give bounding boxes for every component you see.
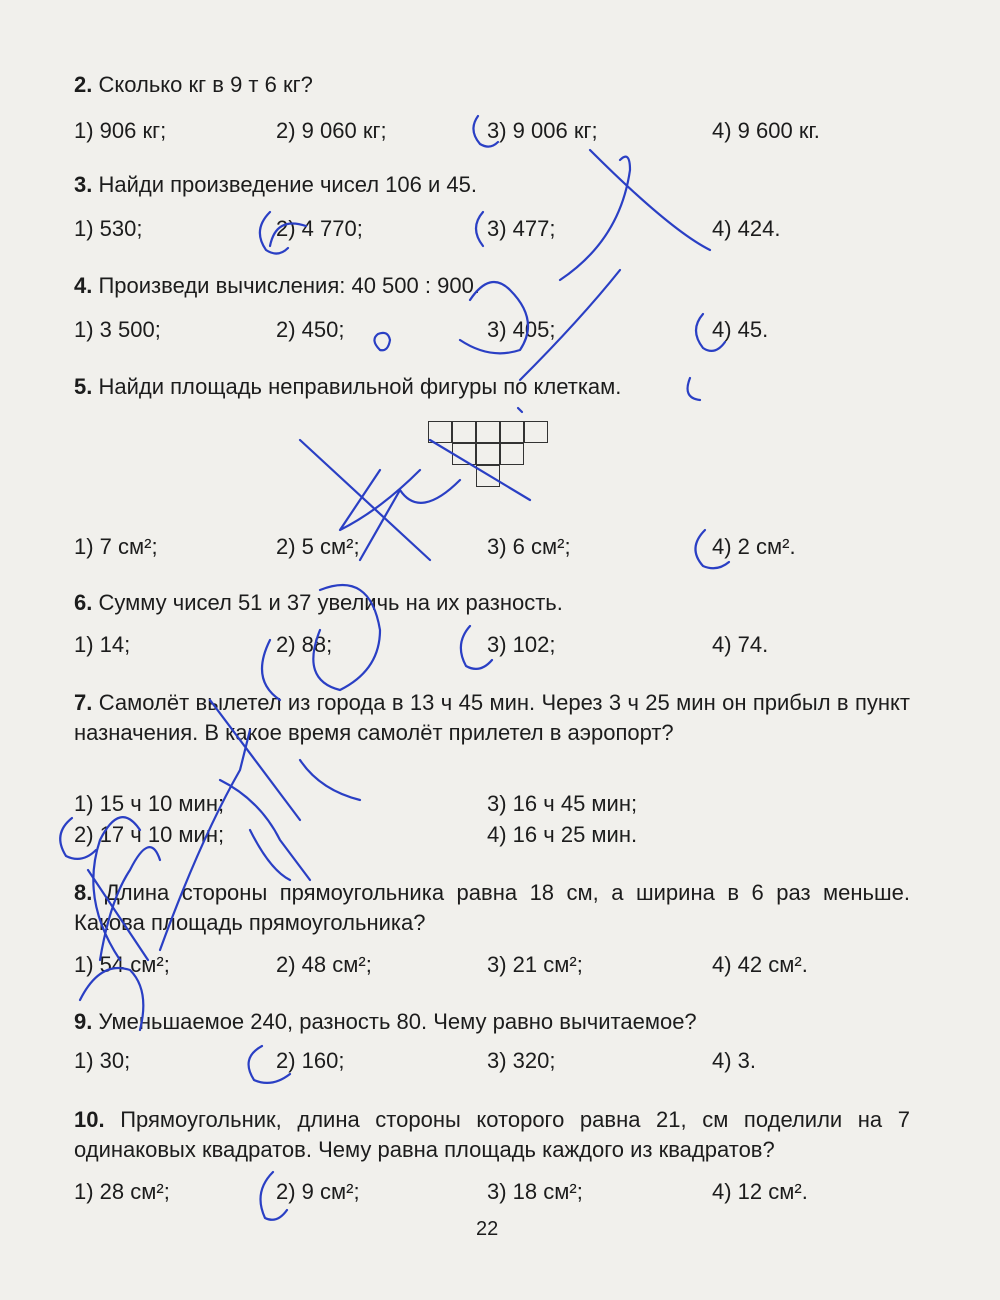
question-text: Самолёт вылетел из города в 13 ч 45 мин. Через 3 ч 25 мин он прибыл в пункт назначения. В какое время самолёт прилетел в аэропорт?: [74, 690, 910, 745]
handwriting-stroke: [518, 408, 522, 412]
q4-option-2[interactable]: 2) 450;: [276, 317, 345, 342]
handwriting-stroke: [374, 333, 390, 350]
question-8: [74, 878, 910, 938]
handwriting-stroke: [300, 760, 360, 800]
question-text: Найди произведение чисел 106 и 45.: [98, 172, 477, 197]
question-number: 8.: [74, 880, 93, 905]
q2-option-1[interactable]: 1) 906 кг;: [74, 118, 167, 143]
q9-option-4[interactable]: 4) 3.: [712, 1048, 757, 1073]
q9-option-2[interactable]: 2) 160;: [276, 1048, 345, 1073]
q3-option-1[interactable]: 1) 530;: [74, 216, 143, 241]
q8-option-2[interactable]: 2) 48 см²;: [276, 952, 372, 977]
handwriting-stroke: [360, 480, 460, 560]
q9-option-3[interactable]: 3) 320;: [487, 1048, 556, 1073]
handwriting-stroke: [250, 830, 290, 880]
question-7: [74, 688, 910, 748]
q6-option-2[interactable]: 2) 88;: [276, 632, 333, 657]
question-number: 5.: [74, 374, 93, 399]
handwriting-stroke: [220, 780, 310, 880]
answer-circle: [688, 378, 700, 400]
question-3: [74, 170, 477, 200]
answer-circle: [476, 212, 483, 246]
q3-option-4[interactable]: 4) 424.: [712, 216, 781, 241]
q3-option-2[interactable]: 2) 4 770;: [276, 216, 363, 241]
question-2: [74, 70, 313, 100]
q5-option-3[interactable]: 3) 6 см²;: [487, 534, 571, 559]
question-number: 6.: [74, 590, 93, 615]
grid-cell: [476, 421, 500, 443]
question-number: 9.: [74, 1009, 93, 1034]
question-5: [74, 372, 621, 402]
question-text: Сколько кг в 9 т 6 кг?: [98, 72, 313, 97]
question-6: [74, 588, 563, 618]
handwriting-stroke: [340, 470, 420, 530]
question-text: Прямоугольник, длина стороны которого равна 21, см поделили на 7 одинаковых квадратов. Чему равна площадь каждого из квадратов?: [74, 1107, 910, 1162]
q2-option-2[interactable]: 2) 9 060 кг;: [276, 118, 387, 143]
q9-option-1[interactable]: 1) 30;: [74, 1048, 131, 1073]
q8-option-4[interactable]: 4) 42 см².: [712, 952, 808, 977]
q8-option-1[interactable]: 1) 54 см²;: [74, 952, 170, 977]
q10-option-1[interactable]: 1) 28 см²;: [74, 1179, 170, 1204]
q5-option-2[interactable]: 2) 5 см²;: [276, 534, 360, 559]
q10-option-3[interactable]: 3) 18 см²;: [487, 1179, 583, 1204]
question-text: Длина стороны прямоугольника равна 18 см, а ширина в 6 раз меньше. Какова площадь прямоугольника?: [74, 880, 910, 935]
q6-option-3[interactable]: 3) 102;: [487, 632, 556, 657]
grid-cell: [476, 465, 500, 487]
q7-option-1[interactable]: 1) 15 ч 10 мин;: [74, 791, 225, 816]
q3-option-3[interactable]: 3) 477;: [487, 216, 556, 241]
q10-option-2[interactable]: 2) 9 см²;: [276, 1179, 360, 1204]
question-number: 10.: [74, 1107, 105, 1132]
q2-option-4[interactable]: 4) 9 600 кг.: [712, 118, 820, 143]
question-number: 7.: [74, 690, 93, 715]
q7-option-2[interactable]: 2) 17 ч 10 мин;: [74, 822, 225, 847]
question-number: 3.: [74, 172, 93, 197]
grid-cell: [524, 421, 548, 443]
grid-cell: [452, 443, 476, 465]
q5-option-4[interactable]: 4) 2 см².: [712, 534, 796, 559]
handwriting-stroke: [590, 150, 710, 250]
handwriting-stroke: [560, 157, 630, 280]
grid-cell: [500, 443, 524, 465]
question-10: [74, 1105, 910, 1165]
question-text: Уменьшаемое 240, разность 80. Чему равно вычитаемое?: [98, 1009, 697, 1034]
grid-cell: [428, 421, 452, 443]
question-text: Произведи вычисления: 40 500 : 900.: [98, 273, 480, 298]
grid-cell: [500, 421, 524, 443]
q2-option-3[interactable]: 3) 9 006 кг;: [487, 118, 598, 143]
question-text: Найди площадь неправильной фигуры по клеткам.: [98, 374, 622, 399]
grid-cell: [452, 421, 476, 443]
q5-option-1[interactable]: 1) 7 см²;: [74, 534, 158, 559]
question-4: [74, 271, 480, 301]
question-9: [74, 1007, 697, 1037]
q10-option-4[interactable]: 4) 12 см².: [712, 1179, 808, 1204]
question-number: 4.: [74, 273, 93, 298]
q7-option-4[interactable]: 4) 16 ч 25 мин.: [487, 822, 638, 847]
q4-option-4[interactable]: 4) 45.: [712, 317, 769, 342]
q6-option-4[interactable]: 4) 74.: [712, 632, 769, 657]
grid-cell: [476, 443, 500, 465]
page-number: 22: [476, 1218, 499, 1240]
q7-option-3[interactable]: 3) 16 ч 45 мин;: [487, 791, 638, 816]
q4-option-1[interactable]: 1) 3 500;: [74, 317, 161, 342]
question-text: Сумму чисел 51 и 37 увеличь на их разность.: [98, 590, 563, 615]
q6-option-1[interactable]: 1) 14;: [74, 632, 131, 657]
question-number: 2.: [74, 72, 93, 97]
q8-option-3[interactable]: 3) 21 см²;: [487, 952, 583, 977]
q4-option-3[interactable]: 3) 405;: [487, 317, 556, 342]
